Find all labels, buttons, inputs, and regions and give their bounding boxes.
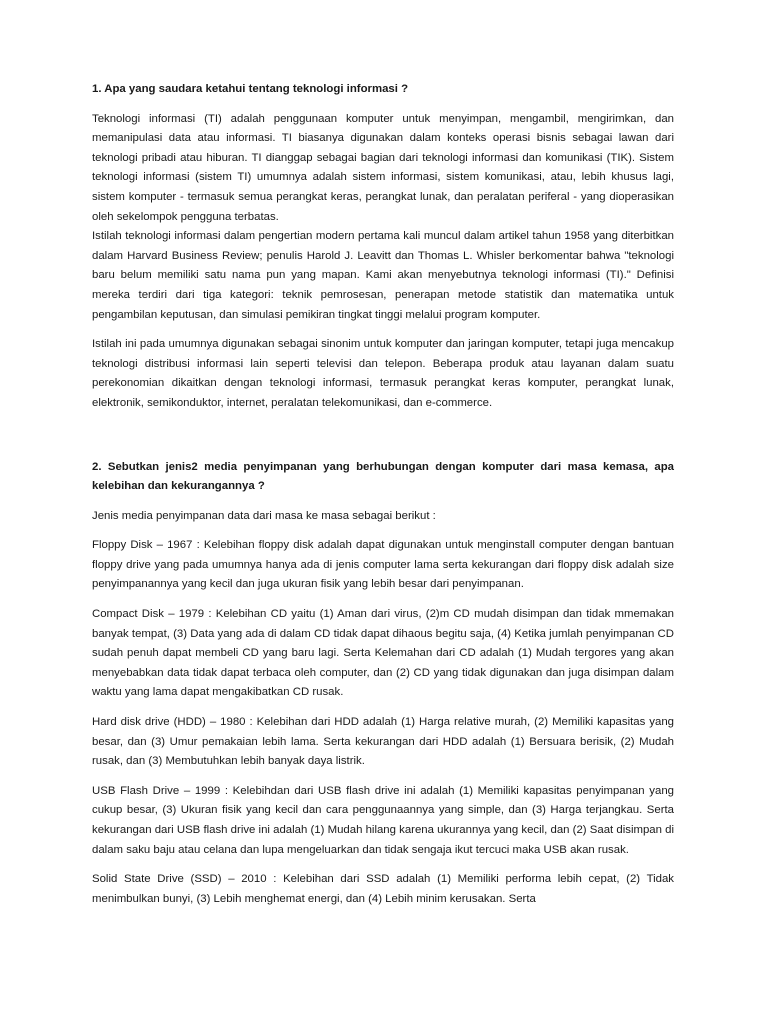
document-page xyxy=(92,80,674,919)
answer-2-usb-flash-drive: USB Flash Drive – 1999 : Kelebihdan dari USB flash drive ini adalah (1) Memiliki kapasitas penyimpanan yang cukup besar, (3) Ukuran fisik yang kecil dan cara penggunaannya yang simple, dan (3) Harga terjangkau. Serta kekurangan dari USB flash drive ini adalah (1) Mudah hilang karena ukurannya yang kecil, dan (2) Saat disimpan di dalam saku baju atau celana dan lupa mengeluarkan dan tidak sengaja ikut tercuci maka USB akan rusak. xyxy=(92,784,674,856)
answer-2-intro: Jenis media penyimpanan data dari masa ke masa sebagai berikut : xyxy=(92,509,436,522)
answer-1-paragraph-2: Istilah teknologi informasi dalam pengertian modern pertama kali muncul dalam artikel tahun 1958 yang diterbitkan dalam Harvard Business Review; penulis Harold J. Leavitt dan Thomas L. Whisler berkomentar bahwa "teknologi baru belum memiliki satu nama pun yang mapan. Kami akan menyebutnya teknologi informasi (TI)." Definisi mereka terdiri dari tiga kategori: teknik pemrosesan, penerapan metode statistik dan matematika untuk pengambilan keputusan, dan simulasi pemikiran tingkat tinggi melalui program komputer. xyxy=(92,230,674,321)
answer-1-paragraph-3: Istilah ini pada umumnya digunakan sebagai sinonim untuk komputer dan jaringan komputer, tetapi juga mencakup teknologi distribusi informasi lain seperti televisi dan telepon. Beberapa produk atau layanan dalam suatu perekonomian dikaitkan dengan teknologi informasi, termasuk perangkat keras komputer, perangkat lunak, elektronik, semikonduktor, internet, peralatan telekomunikasi, dan e-commerce. xyxy=(92,338,674,409)
section-spacer xyxy=(92,424,674,458)
question-2-heading: 2. Sebutkan jenis2 media penyimpanan yang berhubungan dengan komputer dari masa kemasa, apa kelebihan dan kekurangannya ? xyxy=(92,460,674,493)
answer-2-hard-disk-drive: Hard disk drive (HDD) – 1980 : Kelebihan dari HDD adalah (1) Harga relative murah, (2) Memiliki kapasitas yang besar, dan (3) Umur pemakaian lebih lama. Serta kekurangan dari HDD adalah (1) Bersuara berisik, (2) Mudah rusak, dan (3) Membutuhkan lebih banyak daya listrik. xyxy=(92,716,674,768)
answer-1-paragraph-1: Teknologi informasi (TI) adalah penggunaan komputer untuk menyimpan, mengambil, mengirimkan, dan memanipulasi data atau informasi. TI biasanya digunakan dalam konteks operasi bisnis sebagai lawan dari teknologi pribadi atau hiburan. TI dianggap sebagai bagian dari teknologi informasi dan komunikasi (TIK). Sistem teknologi informasi (sistem TI) umumnya adalah sistem informasi, sistem komunikasi, atau, lebih khusus lagi, sistem komputer - termasuk semua perangkat keras, perangkat lunak, dan peralatan periferal - yang dioperasikan oleh sekelompok pengguna terbatas. xyxy=(92,112,674,223)
question-1-heading: 1. Apa yang saudara ketahui tentang teknologi informasi ? xyxy=(92,83,409,95)
answer-2-compact-disk: Compact Disk – 1979 : Kelebihan CD yaitu (1) Aman dari virus, (2)m CD mudah disimpan dan tidak mmemakan banyak tempat, (3) Data yang ada di dalam CD tidak dapat dihaous begitu saja, (4) Ketika jumlah penyimpanan CD sudah penuh dapat membeli CD yang baru lagi. Serta Kelemahan dari CD adalah (1) Mudah tergores yang akan menyebabkan data tidak dapat terbaca oleh computer, dan (2) CD yang tidak digunakan dan juga disimpan dalam waktu yang lama dapat mengakibatkan CD rusak. xyxy=(92,608,674,699)
answer-2-floppy-disk: Floppy Disk – 1967 : Kelebihan floppy disk adalah dapat digunakan untuk menginstall computer dengan bantuan floppy drive yang pada umumnya hanya ada di jenis computer lama serta kekurangan dari floppy disk adalah size penyimpanannya yang kecil dan juga ukuran fisik yang lebih besar dari penyimpanan. xyxy=(92,539,674,591)
answer-2-solid-state-drive: Solid State Drive (SSD) – 2010 : Kelebihan dari SSD adalah (1) Memiliki performa lebih cepat, (2) Tidak menimbulkan bunyi, (3) Lebih menghemat energi, dan (4) Lebih minim kerusakan. Serta xyxy=(92,873,674,905)
